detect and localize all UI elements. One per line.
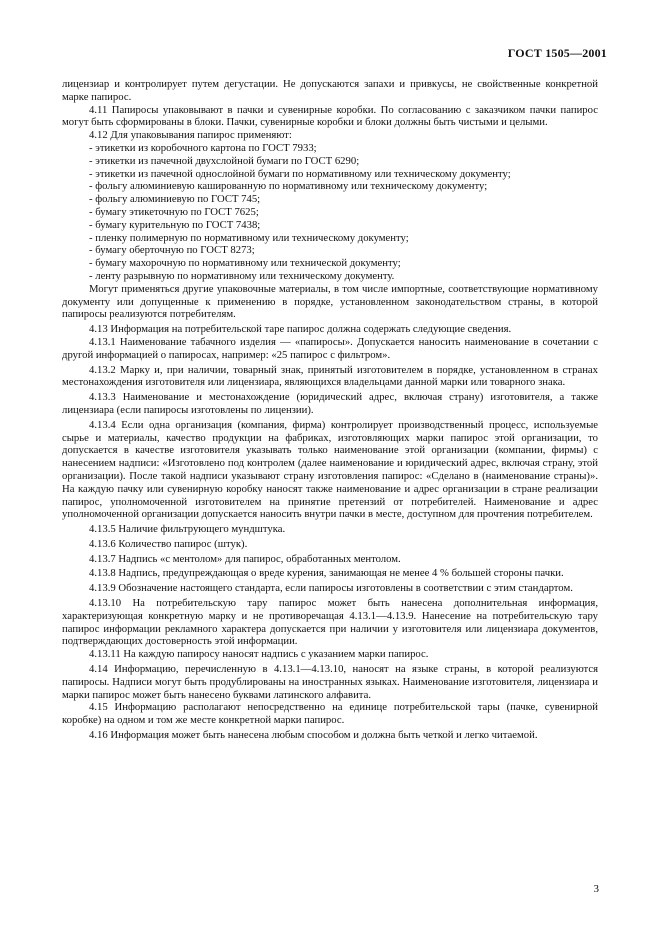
document-body xyxy=(62,78,598,742)
paragraph: 4.13.1 Наименование табачного изделия — «папиросы». Допускается наносить наименование в сочетании с другой информацией о папиросах, например: «25 папирос с фильтром». xyxy=(62,335,598,361)
paragraph: 4.13.4 Если одна организация (компания, фирма) контролирует производственный процесс, используемые сырье и материалы, качество продукции на фабриках, изготовляющих марки папирос этой организации, то допускается в качестве изготовителя указывать только наименование этой организации (компании, фирмы) с нанесением надписи: «Изготовлено под контролем (далее наименование и юридический адрес, включая страну, этой организации). После такой надписи указывают страну изготовления папирос: «Сделано в (наименование страны)». На каждую пачку или сувенирную коробку наносят также наименование и адрес организации в стране реализации папирос, уполномоченной изготовителем на принятие претензий от потребителей. Наименование и адрес уполномоченной организации допускается наносить внутри пачки в месте, доступном для прочтения потребителем. xyxy=(62,418,598,521)
page-number: 3 xyxy=(593,883,599,895)
paragraph: 4.13.6 Количество папирос (штук). xyxy=(89,537,248,550)
paragraph: лицензиар и контролирует путем дегустации. Не допускаются запахи и привкусы, не свойственные конкретной марке папирос. xyxy=(62,78,598,103)
list-item: - бумагу махорочную по нормативному или технической документу; xyxy=(89,257,401,270)
list-item: - фольгу алюминиевую по ГОСТ 745; xyxy=(89,193,261,206)
list-item: - этикетки из пачечной однослойной бумаги по нормативному или техническому документу; xyxy=(89,167,511,180)
list-item: - этикетки из пачечной двухслойной бумаги по ГОСТ 6290; xyxy=(89,154,360,167)
paragraph: 4.13 Информация на потребительской таре папирос должна содержать следующие сведения. xyxy=(89,323,512,336)
list-item: - пленку полимерную по нормативному или техническому документу; xyxy=(89,231,409,244)
paragraph: 4.13.2 Марку и, при наличии, товарный знак, принятый изготовителем в порядке, установленном в странах местонахождения изготовителя или лицензиара, являющихся владельцами данной марки или товарного знака. xyxy=(62,363,598,389)
list-item: - этикетки из коробочного картона по ГОСТ 7933; xyxy=(89,141,317,154)
paragraph: 4.12 Для упаковывания папирос применяют: xyxy=(89,129,292,142)
paragraph: 4.11 Папиросы упаковывают в пачки и сувенирные коробки. По согласованию с заказчиком пачки папирос могут быть сформированы в блоки. Пачки, сувенирные коробки и блоки должны быть чистыми и целыми. xyxy=(62,103,598,129)
paragraph: 4.14 Информацию, перечисленную в 4.13.1—4.13.10, наносят на языке страны, в которой реализуются папиросы. Надписи могут быть продублированы на иностранных языках. Наименование изготовителя, лицензиара и марки папирос может быть нанесено буквами латинского алфавита. xyxy=(62,663,598,701)
list-item: - бумагу этикеточную по ГОСТ 7625; xyxy=(89,205,259,218)
paragraph: 4.15 Информацию располагают непосредственно на единице потребительской тары (пачке, сувенирной коробке) на одном и том же месте конкретной марки папирос. xyxy=(62,701,598,727)
list-item: - бумагу оберточную по ГОСТ 8273; xyxy=(89,244,255,257)
list-item: - ленту разрывную по нормативному или техническому документу. xyxy=(89,269,395,282)
paragraph: 4.13.8 Надпись, предупреждающая о вреде курения, занимающая не менее 4 % большей стороны пачки. xyxy=(89,567,564,580)
list-item: - фольгу алюминиевую кашированную по нормативному или техническому документу; xyxy=(89,180,488,193)
paragraph: 4.16 Информация может быть нанесена любым способом и должна быть четкой и легко читаемой. xyxy=(89,729,538,742)
paragraph: 4.13.11 На каждую папиросу наносят надпись с указанием марки папирос. xyxy=(89,648,429,661)
paragraph: 4.13.7 Надпись «с ментолом» для папирос, обработанных ментолом. xyxy=(89,552,401,565)
paragraph: Могут применяться другие упаковочные материалы, в том числе импортные, соответствующие нормативному документу или допущенные к применению в порядке, установленном законодательством страны, в которой папиросы реализуются потребителям. xyxy=(62,282,598,321)
document-header: ГОСТ 1505—2001 xyxy=(507,46,607,60)
list-item: - бумагу курительную по ГОСТ 7438; xyxy=(89,218,261,231)
paragraph: 4.13.3 Наименование и местонахождение (юридический адрес, включая страну) изготовителя, а также лицензиара (если папиросы изготовлены по лицензии). xyxy=(62,391,598,416)
paragraph: 4.13.10 На потребительскую тару папирос может быть нанесена дополнительная информация, характеризующая конкретную марку и не противоречащая 4.13.1—4.13.9. Нанесение на потребительскую тару папирос информации рекламного характера допускается при наличии у изготовителя или лицензиара документов, подтверждающих достоверность этой информации. xyxy=(62,597,598,648)
paragraph: 4.13.5 Наличие фильтрующего мундштука. xyxy=(89,523,286,536)
paragraph: 4.13.9 Обозначение настоящего стандарта, если папиросы изготовлены в соответствии с этим стандартом. xyxy=(89,582,573,595)
